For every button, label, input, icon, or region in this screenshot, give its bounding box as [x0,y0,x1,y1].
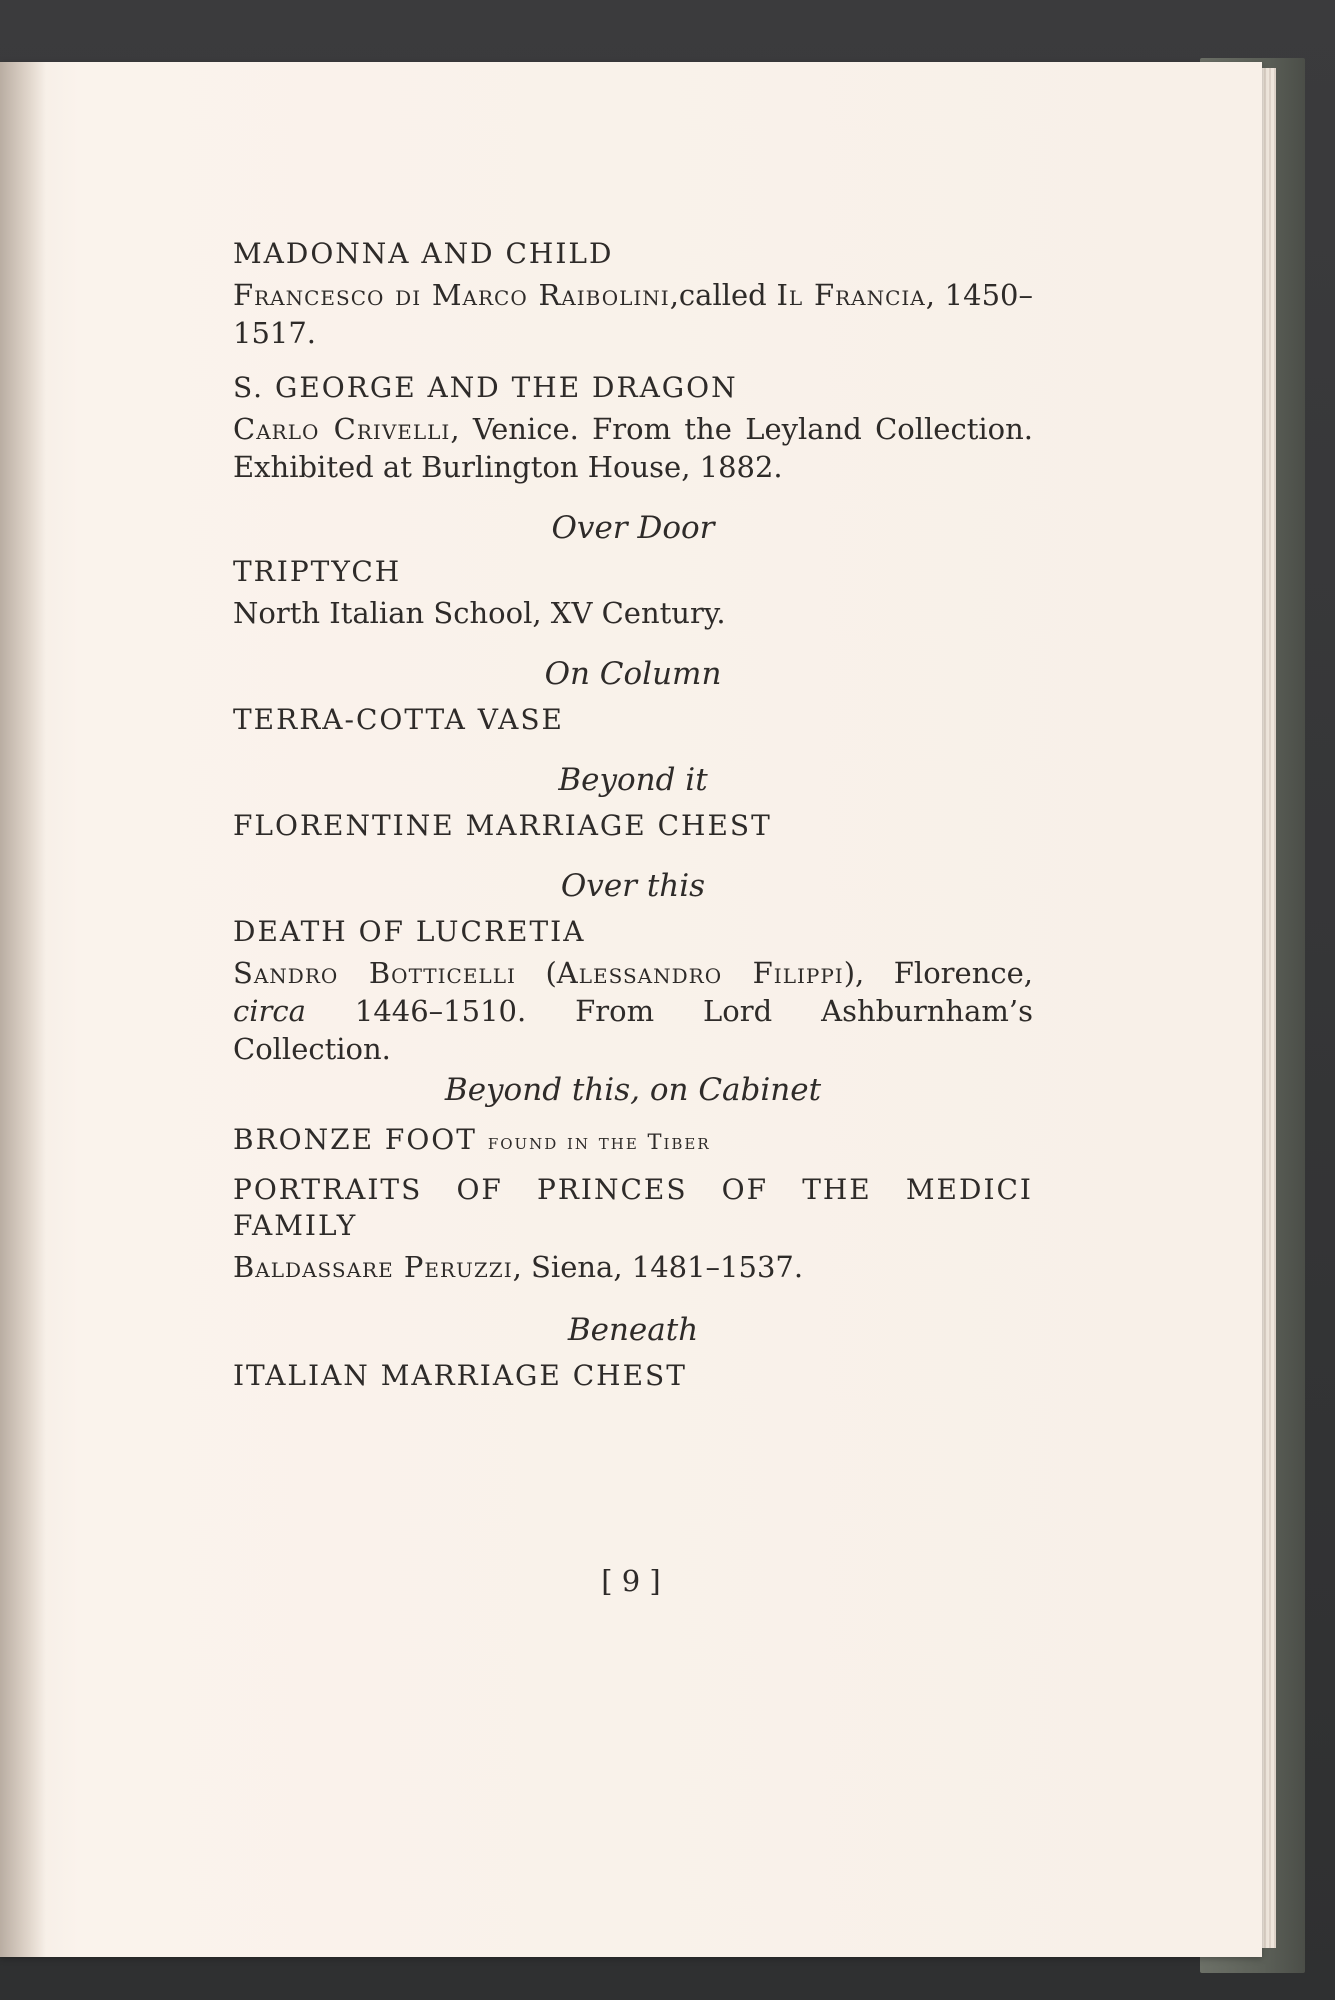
entry-detail-george [233,410,1033,486]
entry-title-portraits: PORTRAITS OF PRINCES OF THE MEDICI FAMILY [233,1173,1033,1242]
entry-title-italian-chest: ITALIAN MARRIAGE CHEST [233,1359,687,1392]
bronze-title: BRONZE FOOT [233,1123,477,1156]
artist-name: Francesco di Marco Raibolini [233,278,670,312]
entry-detail-triptych: North Italian School, XV Century. [233,596,726,630]
entry-title-bronze-foot [233,1122,1033,1160]
entry-detail-madonna [233,276,1033,352]
paren-open-text: ( [515,956,557,990]
circa-text: circa [233,994,306,1028]
entry-detail-portraits [233,1248,1033,1286]
location-heading-over-this: Over this [560,868,706,904]
location-heading-beyond-it: Beyond it [558,762,708,798]
alias-name: Il Francia [776,278,926,312]
entry-title-vase: TERRA-COTTA VASE [233,703,564,736]
entry-title-george: S. GEORGE AND THE DRAGON [233,371,738,404]
entry-title-triptych: TRIPTYCH [233,555,402,588]
page-text [233,236,1033,1394]
location-heading-beneath: Beneath [567,1312,699,1348]
location-heading-on-column: On Column [544,656,722,692]
location-suffix: , on Cabinet [630,1072,822,1108]
entry-title-florentine-chest: FLORENTINE MARRIAGE CHEST [233,809,772,842]
bronze-note: found in the Tiber [487,1130,711,1154]
location-heading-over-door: Over Door [551,510,715,546]
detail-text: , Siena, 1481–1537. [512,1250,804,1284]
page-gutter [0,62,46,1957]
called-text: ,called [669,278,777,312]
artist-alt-name: Alessandro Filippi [556,956,844,990]
dates-text: , 1450–1517. [233,278,1033,350]
detail-text: 1446–1510. From Lord Ashburnham’s Collection. [233,994,1033,1066]
entry-detail-lucretia [233,954,1033,1068]
artist-name: Baldassare Peruzzi [233,1250,513,1284]
artist-name: Sandro Botticelli [233,956,516,990]
detail-text: , Venice. From the Leyland Collection. Exhibited at Burlington House, 1882. [233,412,1033,484]
entry-title-madonna: MADONNA AND CHILD [233,237,614,270]
entry-title-lucretia: DEATH OF LUCRETIA [233,915,586,948]
page-number: [ 9 ] [601,1564,661,1598]
paren-close-text: ), Florence, [843,956,1033,990]
location-prefix: Beyond this [444,1072,631,1108]
artist-name: Carlo Crivelli [233,412,451,446]
location-heading-beyond-cabinet [233,1070,1033,1110]
